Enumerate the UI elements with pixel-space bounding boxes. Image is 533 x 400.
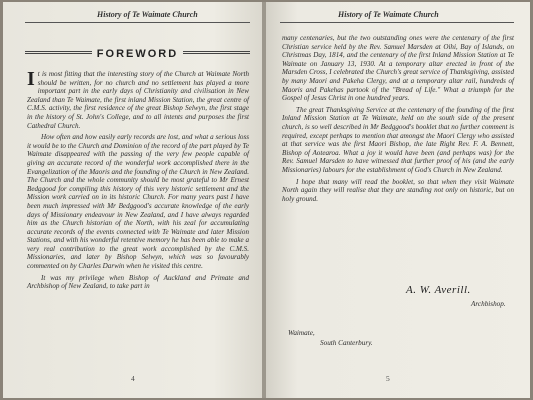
left-page: [3, 2, 266, 398]
foreword-heading: [25, 44, 250, 58]
left-body-text: [27, 70, 249, 294]
running-head-right: History of Te Waimate Church: [338, 10, 439, 19]
page-number-right: 5: [386, 374, 390, 383]
header-rule-left: [25, 22, 250, 23]
running-head-left: History of Te Waimate Church: [97, 10, 198, 19]
signature-title: Archbishop.: [471, 300, 506, 308]
page-number-left: 4: [131, 374, 135, 383]
page-title: FOREWORD: [92, 48, 183, 60]
paragraph-4: many centenaries, but the two outstanding ones were the centenary of the first Christian service held by the Rev. Samuel Marsden at Oihi, Bay of Islands, on Christmas Day, 1814, and the centenary of the first Inland Mission Station at Te Waimate on January 13, 1930. At a temporary altar erected in front of the Marsden Cross, I celebrated the Church's great service of Thanksgiving, assisted by many Maori and Pakeha Clergy, and at a temporary altar rail, hundreds of Maoris and Pakehas partook of the "Bread of Life." What a triumph for the Gospel of Jesus Christ in one hundred years.: [282, 34, 514, 103]
book-gutter: [262, 2, 266, 398]
right-page: [266, 2, 530, 398]
paragraph-2: How often and how easily early records are lost, and what a serious loss it would be to the Church and Dominion of the record of the part played by Te Waimate disappeared with the passing of the very few people capable of giving an accurate record of the wonderful work accomplished there in the Evangelization of the Maoris and the founding of the Church in New Zealand. The Church and the whole community should be most grateful to Mr Ernest Bedggood for compiling this history of this very historic settlement and the Mission work carried on in its historic Church. For many years past I have been much impressed with Mr Bedggood's accurate knowledge of the early days of Missionary endeavour in New Zealand, and I have always regarded him as the Church historian of the North, with his zeal for accumulating accurate records of the events connected with Te Waimate and later Mission Stations, and with his wonderful retentive memory he has been able to make a very real contribution to the great work accomplished by the C.M.S. Missionaries, and later by Bishop Selwyn, which was so favourably commented on by Charles Darwin when he visited this centre.: [27, 133, 249, 271]
paragraph-1: [27, 70, 249, 130]
paragraph-3: It was my privilege when Bishop of Auckland and Primate and Archbishop of New Zealand, to take part in: [27, 273, 249, 291]
place-line-2: South Canterbury.: [320, 339, 373, 347]
paragraph-5: The great Thanksgiving Service at the centenary of the founding of the first Inland Mission Station at Te Waimate, held on the south side of the present church, is so well described in Mr Bedggood's booklet that no further comment is required, except perhaps to mention that amongst the Maori Clergy who assisted at that service was the first Maori Bishop, the late Right Rev. F. A. Bennett, Bishop of Aotearoa. What a joy it would have been (and perhaps was) for the Rev. Samuel Marsden to have witnessed that further proof of his (and the early Missionaries) labours for the establishment of God's Church in New Zealand.: [282, 105, 514, 174]
right-body-text: [282, 34, 514, 206]
paragraph-1-text: t is most fitting that the interesting story of the Church at Waimate North should be written, for no church and no settlement has played a more important part in the early days of Christianity and civilisation in New Zealand than Te Waimate, the first inland Mission Station, the great centre of C.M.S. activity, the first residence of the great Bishop Selwyn, the first stage in the history of St. John's College, and to all intents and purposes the first Cathedral Church.: [27, 70, 249, 130]
paragraph-6: I hope that many will read the booklet, so that when they visit Waimate North again they will realise that they are standing not only on historic, but on holy ground.: [282, 177, 514, 203]
signature: A. W. Averill.: [406, 284, 471, 296]
place-line-1: Waimate,: [288, 329, 315, 337]
drop-cap: I: [27, 68, 35, 90]
book-spread: [3, 2, 530, 398]
header-rule-right: [280, 22, 514, 23]
